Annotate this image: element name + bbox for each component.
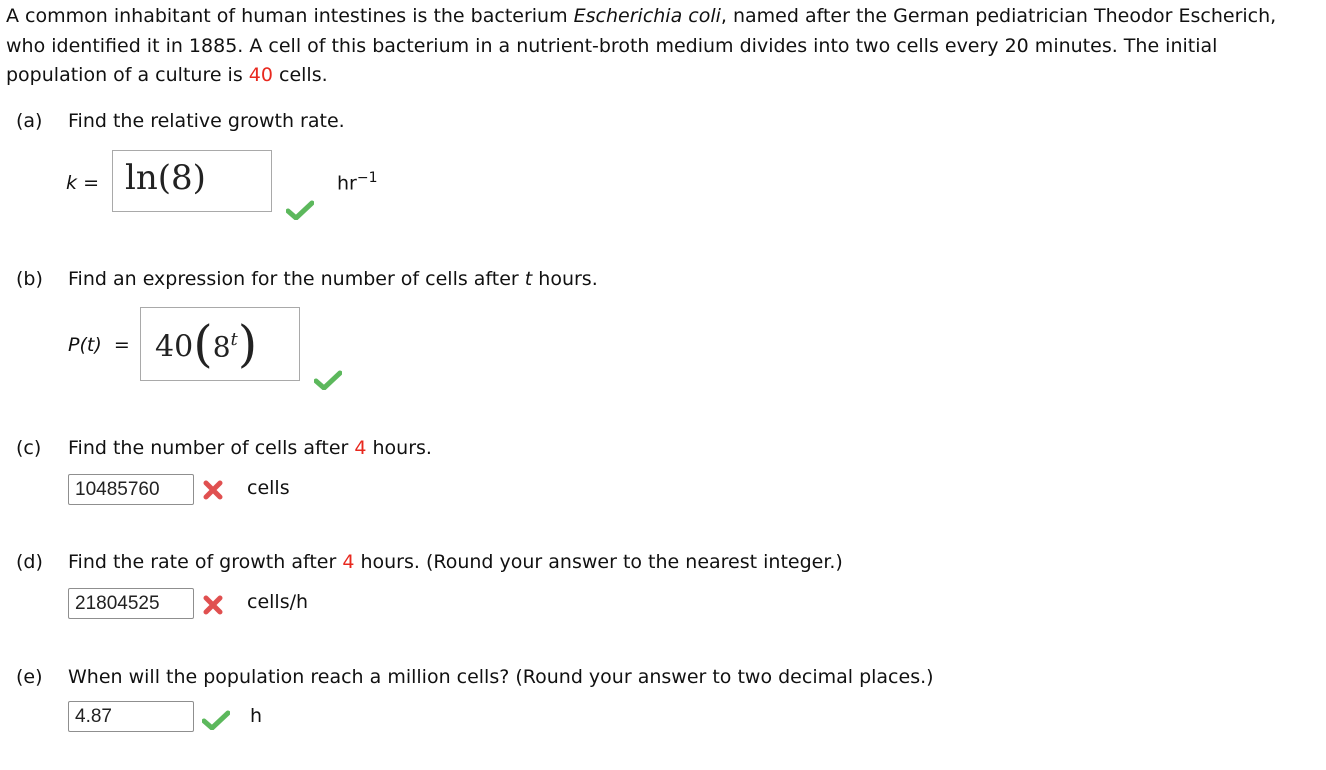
correct-check-icon [202,710,230,730]
part-d-question [16,549,843,575]
equals-sign: = [113,334,130,356]
part-c-text-2: hours. [366,437,432,459]
intro-text-3: cells. [272,64,328,86]
part-b-t-var: t [524,268,533,290]
problem-statement [6,2,1316,91]
part-e-question [16,664,934,690]
part-e-answer-input[interactable]: 4.87 [68,701,194,732]
part-c-label: (c) [16,437,42,459]
coef-40: 40 [155,329,194,365]
incorrect-x-icon [203,480,223,500]
unit-hr: hr [337,172,357,195]
part-a-math-input[interactable] [112,150,272,212]
initial-population: 40 [248,64,273,86]
part-c-answer-input[interactable]: 10485760 [68,474,194,505]
part-b-text-2: hours. [532,268,598,290]
part-b-label: (b) [16,268,43,290]
p-of-t: P(t) [68,334,102,356]
part-a-question [16,108,345,134]
part-a-label: (a) [16,110,43,132]
part-c-question [16,435,432,461]
part-c-text-1: Find the number of cells after [68,437,355,459]
part-b-text-1: Find an expression for the number of cells after [68,268,525,290]
part-a-answer: ln(8) [125,158,206,198]
part-e-text: When will the population reach a million cells? (Round your answer to two decimal places.) [68,666,934,688]
incorrect-x-icon [203,595,223,615]
part-c-unit: cells [247,477,290,499]
part-b-math-input[interactable] [140,307,300,381]
part-d-unit: cells/h [247,591,309,613]
part-a-var [66,172,99,194]
part-e-label: (e) [16,666,43,688]
part-d-text-2: hours. (Round your answer to the nearest integer.) [354,551,843,573]
intro-text-1: A common inhabitant of human intestines is the bacterium [6,5,574,27]
part-c-hours: 4 [354,437,367,459]
species-name: Escherichia coli [573,5,721,27]
unit-exponent: −1 [356,170,378,186]
correct-check-icon [314,370,342,390]
k-variable: k [66,172,78,194]
base-8: 8 [212,330,231,364]
part-b-answer: 40(8$^t$) [155,315,258,373]
part-b-question [16,266,598,292]
part-d-text-1: Find the rate of growth after [68,551,343,573]
correct-check-icon [286,200,314,220]
part-b-var [68,334,130,356]
equals-sign: = [83,172,99,194]
part-e-unit: h [250,705,263,727]
exp-t: t [230,329,238,351]
intro-text-2: , named after the German pediatrician Theodor Escherich, who identified it in 1885. A cell of this bacterium in a nutrient-broth medium divides into two cells every 20 minutes. The initial population of a culture is [6,5,1277,86]
part-a-text: Find the relative growth rate. [68,110,345,132]
part-d-answer-input[interactable]: 21804525 [68,588,194,619]
part-a-unit [337,170,378,194]
part-d-label: (d) [16,551,43,573]
part-d-hours: 4 [342,551,355,573]
